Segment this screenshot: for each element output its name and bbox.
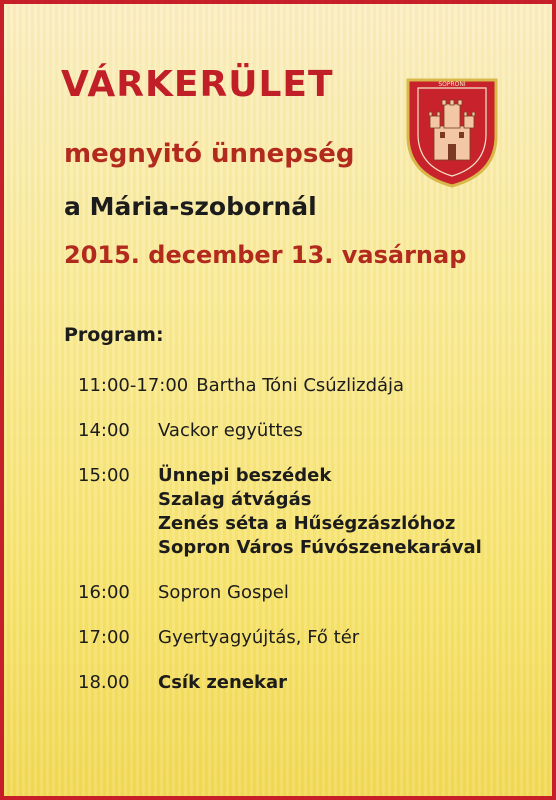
schedule-time: 16:00	[78, 582, 130, 603]
schedule-event: Ünnepi beszédek	[158, 465, 332, 486]
event-date: 2015. december 13. vasárnap	[64, 241, 467, 269]
schedule-event: Gyertyagyújtás, Fő tér	[158, 627, 360, 648]
schedule-events	[196, 374, 404, 398]
event-subtitle: megnyitó ünnepség	[64, 139, 355, 169]
schedule-event: Sopron Gospel	[158, 582, 289, 603]
crest-text-top: SOPRONI	[438, 81, 466, 88]
sopron-coat-of-arms-icon	[404, 74, 500, 190]
schedule-events	[158, 671, 287, 695]
schedule-row	[78, 419, 538, 443]
schedule-events	[158, 626, 359, 650]
schedule-event: Vackor együttes	[158, 420, 303, 441]
schedule-time: 17:00	[78, 627, 130, 648]
schedule-event: Csík zenekar	[158, 672, 288, 693]
schedule-time: 14:00	[78, 420, 130, 441]
schedule-event: Szalag átvágás	[158, 489, 312, 510]
program-schedule	[78, 374, 538, 716]
schedule-event: Bartha Tóni Csúzlizdája	[196, 375, 405, 396]
schedule-events	[158, 464, 482, 560]
schedule-events	[158, 419, 303, 443]
schedule-event: Zenés séta a Hűségzászlóhoz	[158, 513, 456, 534]
schedule-time: 18.00	[78, 672, 130, 693]
schedule-row	[78, 374, 538, 398]
program-label: Program:	[64, 324, 164, 346]
event-location: a Mária-szobornál	[64, 192, 317, 221]
schedule-row	[78, 581, 538, 605]
schedule-row	[78, 464, 538, 560]
schedule-time: 15:00	[78, 465, 130, 486]
schedule-time: 11:00-17:00	[78, 375, 189, 396]
event-title: VÁRKERÜLET	[61, 64, 334, 105]
schedule-row	[78, 671, 538, 695]
schedule-events	[158, 581, 289, 605]
schedule-row	[78, 626, 538, 650]
schedule-event: Sopron Város Fúvószenekarával	[158, 537, 482, 558]
